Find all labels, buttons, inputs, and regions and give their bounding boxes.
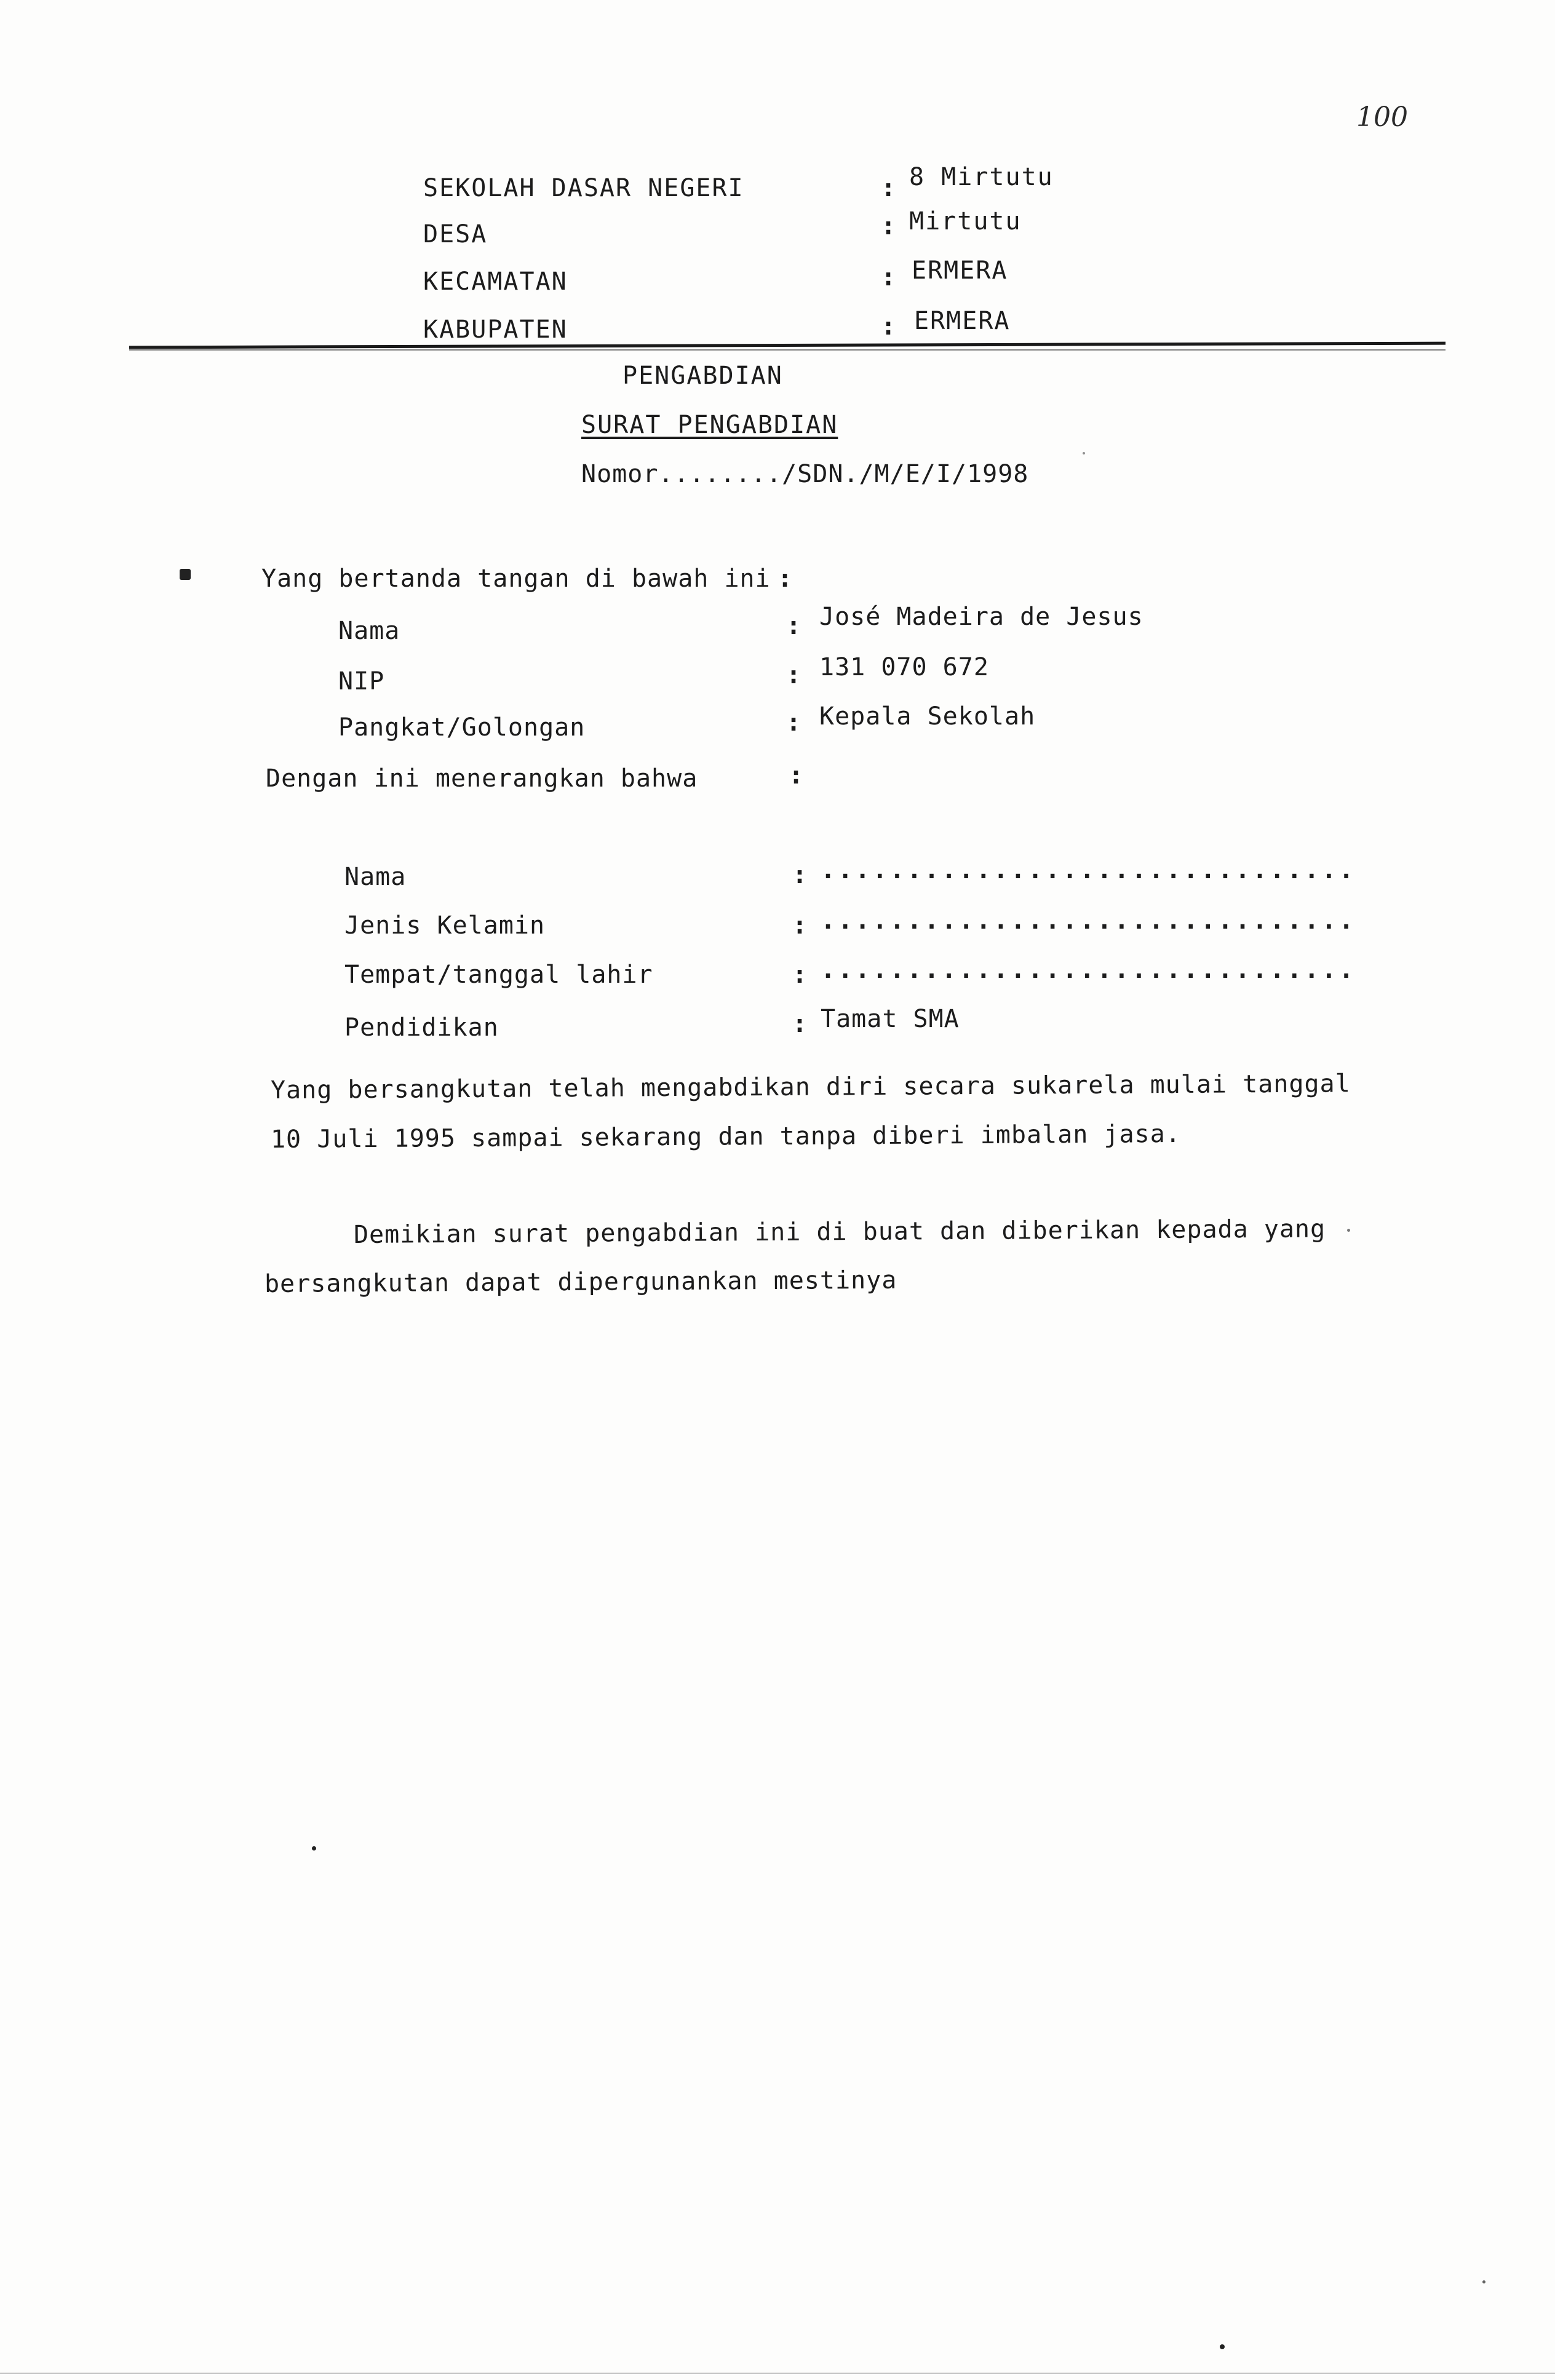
scan-edge xyxy=(0,2373,1555,2374)
signatory-rank-label: Pangkat/Golongan xyxy=(338,713,586,742)
signatory-nip-separator: : xyxy=(786,661,802,689)
scan-speck xyxy=(1482,2280,1485,2283)
district-separator: : xyxy=(881,263,897,292)
gender-value: ............................... xyxy=(821,906,1356,935)
scan-speck xyxy=(1220,2344,1225,2349)
signatory-nip-value: 131 070 672 xyxy=(819,653,989,681)
school-label: SEKOLAH DASAR NEGERI xyxy=(423,174,744,202)
education-value: Tamat SMA xyxy=(821,1005,960,1033)
gender-separator: : xyxy=(792,911,808,940)
education-label: Pendidikan xyxy=(344,1013,499,1042)
village-separator: : xyxy=(881,212,897,240)
letterhead-divider-thin xyxy=(129,349,1446,351)
signatory-name-separator: : xyxy=(786,612,802,640)
signatory-intro: Yang bertanda tangan di bawah ini xyxy=(261,565,771,593)
regency-label: KABUPATEN xyxy=(423,315,568,344)
birth-value: ............................... xyxy=(821,956,1356,984)
margin-mark xyxy=(180,569,191,580)
signatory-intro-separator: : xyxy=(778,565,793,593)
district-value: ERMERA xyxy=(912,256,1008,285)
school-value: 8 Mirtutu xyxy=(909,163,1054,191)
regency-value: ERMERA xyxy=(914,307,1011,335)
paragraph-1-line-1: Yang bersangkutan telah mengabdikan diri secara sukarela mulai tanggal xyxy=(270,1069,1351,1105)
scan-speck xyxy=(312,1846,316,1850)
statement-intro: Dengan ini menerangkan bahwa xyxy=(266,764,698,793)
signatory-nip-label: NIP xyxy=(338,667,385,696)
district-label: KECAMATAN xyxy=(423,268,568,296)
scan-speck xyxy=(1347,1229,1350,1232)
paragraph-1-line-2: 10 Juli 1995 sampai sekarang dan tanpa diberi imbalan jasa. xyxy=(270,1119,1181,1154)
letterhead-divider xyxy=(129,342,1446,349)
regency-separator: : xyxy=(881,312,897,341)
document-title: SURAT PENGABDIAN xyxy=(581,411,838,439)
birth-label: Tempat/tanggal lahir xyxy=(344,961,653,989)
person-name-separator: : xyxy=(792,861,808,889)
scan-speck xyxy=(1083,452,1085,454)
paragraph-2-line-2: bersangkutan dapat dipergunankan mestinya xyxy=(264,1266,897,1298)
statement-intro-separator: : xyxy=(789,761,805,790)
paragraph-2-line-1: Demikian surat pengabdian ini di buat dan diberikan kepada yang xyxy=(353,1215,1326,1249)
school-separator: : xyxy=(881,174,897,202)
page-number: 100 xyxy=(1356,101,1408,133)
document-heading: PENGABDIAN xyxy=(622,362,783,390)
signatory-name-label: Nama xyxy=(338,617,400,645)
village-value: Mirtutu xyxy=(909,207,1022,236)
gender-label: Jenis Kelamin xyxy=(344,911,546,940)
signatory-name-value: José Madeira de Jesus xyxy=(819,603,1143,631)
person-name-label: Nama xyxy=(344,863,407,891)
person-name-value: ............................... xyxy=(821,856,1356,884)
village-label: DESA xyxy=(423,220,488,248)
birth-separator: : xyxy=(792,961,808,989)
education-separator: : xyxy=(792,1010,808,1038)
signatory-rank-separator: : xyxy=(786,708,802,737)
signatory-rank-value: Kepala Sekolah xyxy=(819,702,1036,731)
document-number: Nomor......../SDN./M/E/I/1998 xyxy=(581,460,1029,488)
